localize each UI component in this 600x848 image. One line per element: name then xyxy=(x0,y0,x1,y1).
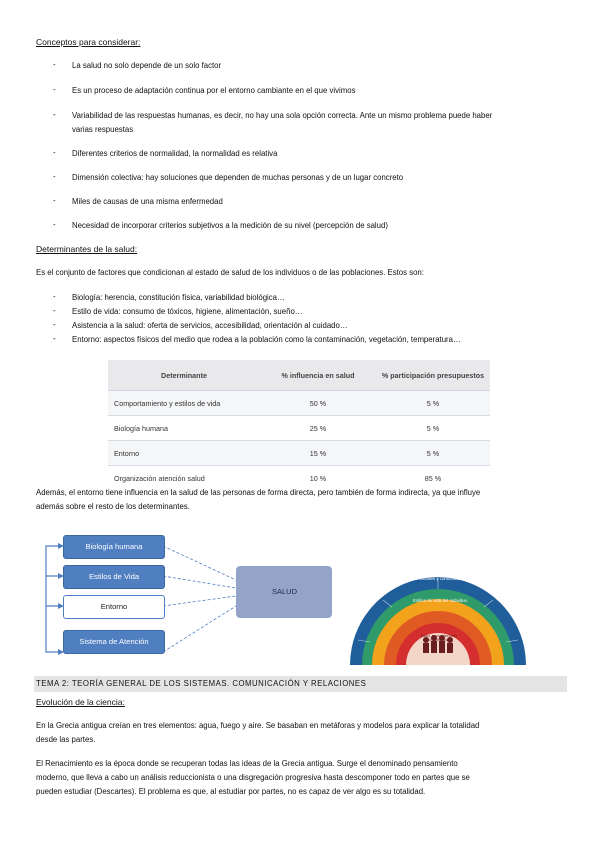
paragraph-line: además sobre el resto de los determinantes. xyxy=(36,502,190,511)
box-salud: SALUD xyxy=(236,566,332,618)
paragraph-line: En la Grecia antigua creían en tres elementos: agua, fuego y aire. Se basaban en metáforas y modelos para explicar la totalidad xyxy=(36,721,480,730)
table-cell: 5 % xyxy=(376,416,490,441)
rainbow-outer-label: Condiciones socioeconómicas, culturales y medioambientales xyxy=(388,511,472,549)
rainbow-model-figure xyxy=(348,540,528,670)
table-header: % participación presupuestos xyxy=(376,360,490,391)
box-biologia-humana: Biología humana xyxy=(63,535,165,559)
table-cell: 15 % xyxy=(260,441,376,466)
list-item: Estilo de vida: consumo de tóxicos, higiene, alimentación, sueño… xyxy=(72,307,303,316)
list-item: Dimensión colectiva: hay soluciones que dependen de muchas personas y de un lugar concreto xyxy=(72,173,404,182)
table-cell: Biología humana xyxy=(108,416,260,441)
box-entorno: Entorno xyxy=(63,595,165,619)
bullet-dash: - xyxy=(53,292,56,301)
table-cell: 10 % xyxy=(260,466,376,491)
table-header: Determinante xyxy=(108,360,260,391)
list-item: La salud no solo depende de un solo factor xyxy=(72,61,222,70)
table-row xyxy=(108,441,490,466)
list-item: Miles de causas de una misma enfermedad xyxy=(72,197,223,206)
paragraph-line: desde las partes. xyxy=(36,735,96,744)
box-estilos-de-vida: Estilos de Vida xyxy=(63,565,165,589)
section-heading-conceptos: Conceptos para considerar: xyxy=(36,37,141,47)
table-cell: 25 % xyxy=(260,416,376,441)
bullet-dash: - xyxy=(53,334,56,343)
list-item: Variabilidad de las respuestas humanas, es decir, no hay una sola opción correcta. Ante un mismo problema puede haber xyxy=(72,111,493,120)
list-item: Diferentes criterios de normalidad, la normalidad es relativa xyxy=(72,149,278,158)
bullet-dash: - xyxy=(53,320,56,329)
rainbow-core-label: Edad, sexo y factores constitutivos xyxy=(420,634,458,642)
rainbow-middle-label: Redes sociales y comunitarias xyxy=(405,576,465,581)
intro-paragraph: Es el conjunto de factores que condicionan al estado de salud de los individuos o de las poblaciones. Estos son: xyxy=(36,268,424,277)
bullet-dash: - xyxy=(53,148,56,157)
tema-title: TEMA 2: TEORÍA GENERAL DE LOS SISTEMAS. COMUNICACIÓN Y RELACIONES xyxy=(36,679,367,688)
bullet-dash: - xyxy=(53,196,56,205)
bullet-dash: - xyxy=(53,306,56,315)
table-row xyxy=(108,416,490,441)
list-item-continuation: varias respuestas xyxy=(72,125,134,134)
table-cell: 5 % xyxy=(376,391,490,416)
table-cell: Organización atención salud xyxy=(108,466,260,491)
table-cell: 85 % xyxy=(376,466,490,491)
list-item: Necesidad de incorporar criterios subjetivos a la medición de su nivel (percepción de salud) xyxy=(72,221,388,230)
rainbow-inner-label: Estilos de vida del individuo xyxy=(413,598,467,603)
bullet-dash: - xyxy=(53,220,56,229)
paragraph-line: Además, el entorno tiene influencia en la salud de las personas de forma directa, pero también de forma indirecta, ya que influye xyxy=(36,488,481,497)
section-heading-evolucion: Evolución de la ciencia: xyxy=(36,697,125,707)
list-item: Entorno: aspectos físicos del medio que rodea a la población como la contaminación, vegetación, temperatura… xyxy=(72,335,461,344)
table-row xyxy=(108,391,490,416)
table-cell: 5 % xyxy=(376,441,490,466)
table-header-row xyxy=(108,360,490,391)
bullet-dash: - xyxy=(53,172,56,181)
table-cell: Comportamiento y estilos de vida xyxy=(108,391,260,416)
bullet-dash: - xyxy=(53,85,56,94)
bullet-dash: - xyxy=(53,110,56,119)
paragraph-line: El Renacimiento es la época donde se recuperan todas las ideas de la Grecia antigua. Surge el denominado pensamiento xyxy=(36,759,458,768)
list-item: Asistencia a la salud: oferta de servicios, accesibilidad, orientación al cuidado… xyxy=(72,321,348,330)
section-heading-determinantes: Determinantes de la salud: xyxy=(36,244,138,254)
table-cell: 50 % xyxy=(260,391,376,416)
paragraph-line: pueden estudiar (Descartes). El problema es que, al estudiar por partes, no es capaz de ver algo es su totalidad. xyxy=(36,787,426,796)
determinants-table xyxy=(108,360,490,490)
list-item: Biología: herencia, constitución física, variabilidad biológica… xyxy=(72,293,285,302)
table-cell: Entorno xyxy=(108,441,260,466)
paragraph-line: moderno, que lleva a cabo un análisis reduccionista o una disgregación progresiva hasta descomponer todo en partes que se xyxy=(36,773,470,782)
box-sistema-atencion: Sistema de Atención xyxy=(63,630,165,654)
list-item: Es un proceso de adaptación continua por el entorno cambiante en el que vivimos xyxy=(72,86,356,95)
bullet-dash: - xyxy=(53,60,56,69)
table-header: % influencia en salud xyxy=(260,360,376,391)
